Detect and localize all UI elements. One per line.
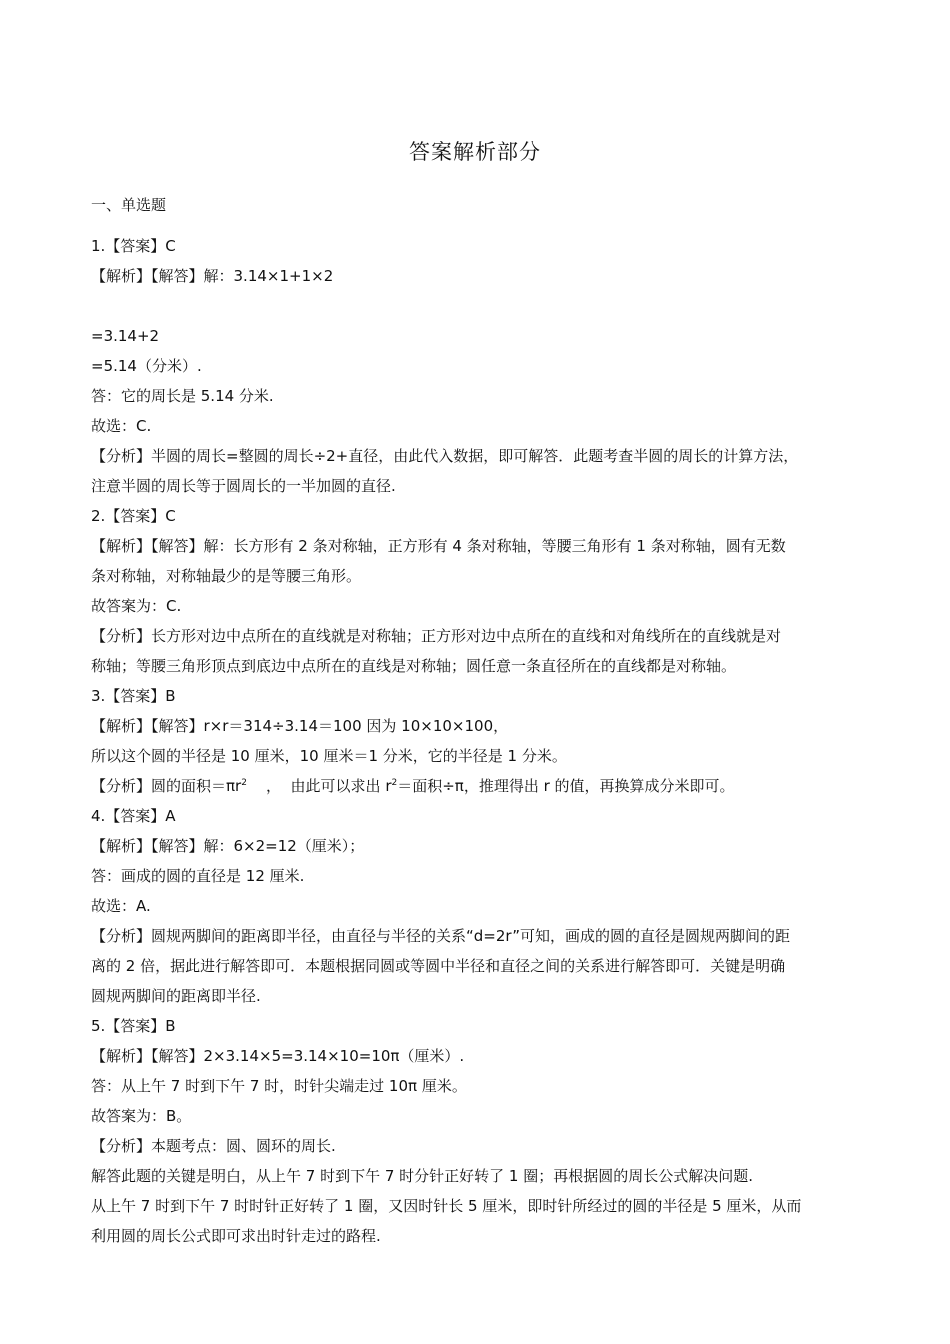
q5-solution-line: 答：从上午 7 时到下午 7 时，时针尖端走过 10π 厘米。 — [91, 1077, 467, 1095]
q3-solution-line: 【解析】【解答】r×r＝314÷3.14＝100 因为 10×10×100， — [91, 717, 509, 735]
q4-solution-line: 【解析】【解答】解：6×2=12（厘米）； — [91, 837, 365, 855]
q1-answer: 1.【答案】C — [91, 237, 176, 255]
q3-analysis-part: ， 由此可以求出 r — [246, 777, 392, 795]
q2-analysis-line: 【分析】长方形对边中点所在的直线就是对称轴；正方形对边中点所在的直线和对角线所在的直线就是对 — [91, 627, 782, 645]
q3-analysis-part: 【分析】圆的面积＝πr — [91, 777, 242, 795]
q3-analysis-line — [91, 771, 863, 801]
q1-analysis-line: 注意半圆的周长等于圆周长的一半加圆的直径. — [91, 477, 396, 495]
q2-solution-line: 条对称轴，对称轴最少的是等腰三角形。 — [91, 567, 362, 585]
q5-analysis-line: 解答此题的关键是明白，从上午 7 时到下午 7 时分针正好转了 1 圈；再根据圆的周长公式解决问题. — [91, 1167, 754, 1185]
q5-analysis-line: 从上午 7 时到下午 7 时时针正好转了 1 圈，又因时针长 5 厘米，即时针所经过的圆的半径是 5 厘米，从而 — [91, 1197, 802, 1215]
q1-solution-line: 答：它的周长是 5.14 分米. — [91, 387, 274, 405]
page-title: 答案解析部分 — [409, 140, 541, 164]
q4-solution-line: 答：画成的圆的直径是 12 厘米. — [91, 867, 305, 885]
q3-solution-line: 所以这个圆的半径是 10 厘米，10 厘米＝1 分米，它的半径是 1 分米。 — [91, 747, 567, 765]
q4-answer: 4.【答案】A — [91, 807, 176, 825]
q4-solution-line: 故选：A. — [91, 897, 151, 915]
q5-solution-line: 【解析】【解答】2×3.14×5=3.14×10=10π（厘米）. — [91, 1047, 465, 1065]
q5-answer: 5.【答案】B — [91, 1017, 176, 1035]
section-heading: 一、单选题 — [91, 196, 167, 214]
q1-solution-line: 【解析】【解答】解：3.14×1+1×2 — [91, 267, 334, 285]
q4-analysis-line: 离的 2 倍，据此进行解答即可．本题根据同圆或等圆中半径和直径之间的关系进行解答即可．关键是明确 — [91, 957, 786, 975]
q1-solution-line: =3.14+2 — [91, 327, 160, 345]
q2-answer: 2.【答案】C — [91, 507, 176, 525]
q5-analysis-line: 【分析】本题考点：圆、圆环的周长. — [91, 1137, 336, 1155]
q2-analysis-line: 称轴；等腰三角形顶点到底边中点所在的直线是对称轴；圆任意一条直径所在的直线都是对称轴。 — [91, 657, 737, 675]
q2-solution-line: 故答案为：C. — [91, 597, 182, 615]
q2-solution-line: 【解析】【解答】解：长方形有 2 条对称轴，正方形有 4 条对称轴，等腰三角形有 1 条对称轴，圆有无数 — [91, 537, 786, 555]
q5-solution-line: 故答案为：B。 — [91, 1107, 192, 1125]
superscript: 2 — [241, 778, 247, 788]
q4-analysis-line: 【分析】圆规两脚间的距离即半径，由直径与半径的关系“d=2r”可知，画成的圆的直径是圆规两脚间的距 — [91, 927, 790, 945]
q1-solution-line: =5.14（分米）. — [91, 357, 202, 375]
q1-solution-line: 故选：C. — [91, 417, 152, 435]
q3-answer: 3.【答案】B — [91, 687, 176, 705]
q1-analysis-line: 【分析】半圆的周长=整圆的周长÷2+直径，由此代入数据，即可解答．此题考查半圆的周长的计算方法， — [91, 447, 799, 465]
q4-analysis-line: 圆规两脚间的距离即半径. — [91, 987, 261, 1005]
blank-gap — [91, 291, 863, 321]
q5-analysis-line: 利用圆的周长公式即可求出时针走过的路程. — [91, 1227, 381, 1245]
q3-analysis-part: ＝面积÷π，推理得出 r 的值，再换算成分米即可。 — [397, 777, 735, 795]
superscript: 2 — [391, 778, 398, 788]
answer-content — [91, 231, 863, 1251]
